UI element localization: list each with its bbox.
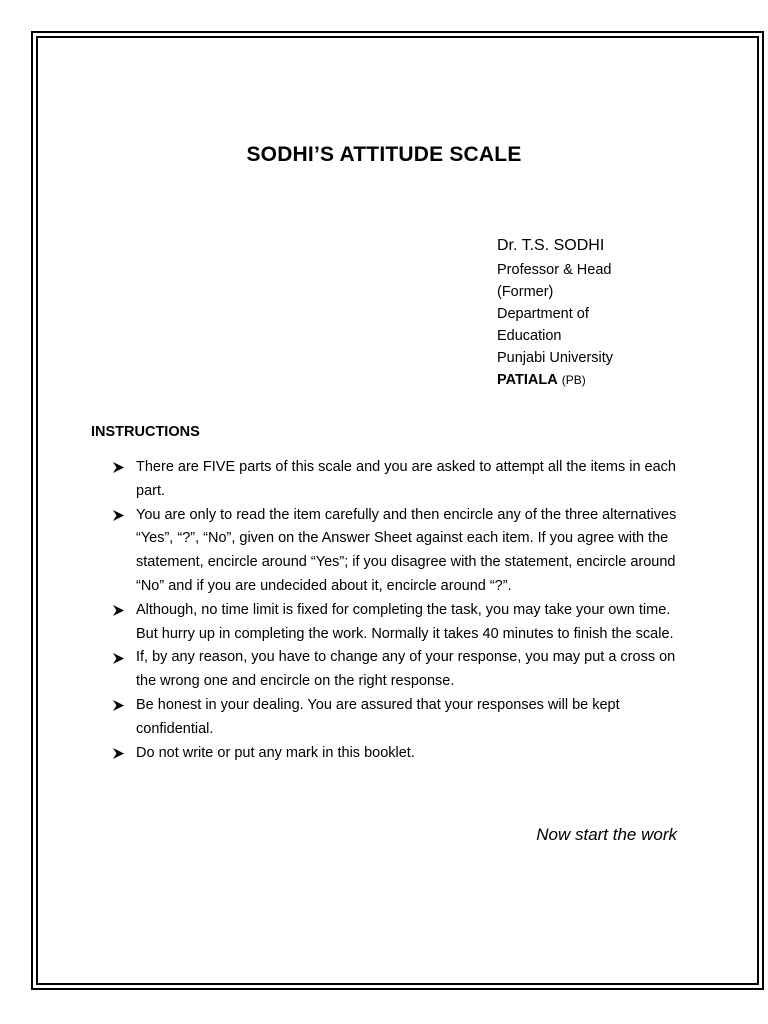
arrowhead-bullet-icon bbox=[112, 504, 126, 528]
instruction-text: Although, no time limit is fixed for completing the task, you may take your own time. But hurry up in completing the work. Normally it takes 40 minutes to finish the scale. bbox=[136, 601, 674, 642]
instruction-item bbox=[112, 646, 682, 694]
arrowhead-bullet-icon bbox=[112, 694, 126, 718]
instruction-item bbox=[112, 456, 682, 504]
arrowhead-bullet-icon bbox=[112, 456, 126, 480]
instruction-item bbox=[112, 504, 682, 599]
instruction-text: There are FIVE parts of this scale and you are asked to attempt all the items in each part. bbox=[136, 459, 676, 499]
author-line: Professor & Head bbox=[497, 262, 612, 278]
arrowhead-bullet-icon bbox=[112, 599, 126, 623]
instruction-text: Be honest in your dealing. You are assured that your responses will be kept confidential. bbox=[136, 696, 620, 737]
instruction-text: Do not write or put any mark in this booklet. bbox=[136, 744, 415, 761]
instruction-text: You are only to read the item carefully and then encircle any of the three alternatives “Yes”, “?”, “No”, given on the Answer Sheet against each item. If you agree with the statement, encircle around “Yes”; if you disagree with the statement, encircle around “No” and if you are undecided about it, encircle around “?”. bbox=[136, 506, 677, 594]
author-city: PATIALA bbox=[497, 372, 558, 388]
author-line: Punjabi University bbox=[497, 350, 614, 366]
instruction-item bbox=[112, 599, 682, 647]
instruction-item bbox=[112, 694, 682, 742]
instruction-item bbox=[112, 742, 682, 766]
author-line: Department of bbox=[497, 306, 589, 322]
author-block bbox=[497, 236, 717, 391]
author-line: (Former) bbox=[497, 284, 554, 300]
instruction-list bbox=[112, 456, 682, 765]
instruction-text: If, by any reason, you have to change any of your response, you may put a cross on the wrong one and encircle on the right response. bbox=[136, 649, 676, 690]
arrowhead-bullet-icon bbox=[112, 646, 126, 670]
arrowhead-bullet-icon bbox=[112, 742, 126, 766]
instructions-heading: INSTRUCTIONS bbox=[91, 424, 200, 440]
author-name: Dr. T.S. SODHI bbox=[497, 237, 605, 254]
author-state: (PB) bbox=[561, 373, 586, 387]
document-title: SODHI’S ATTITUDE SCALE bbox=[246, 143, 522, 166]
author-line: Education bbox=[497, 328, 562, 344]
author-location bbox=[497, 369, 717, 391]
closing-note: Now start the work bbox=[536, 825, 677, 844]
